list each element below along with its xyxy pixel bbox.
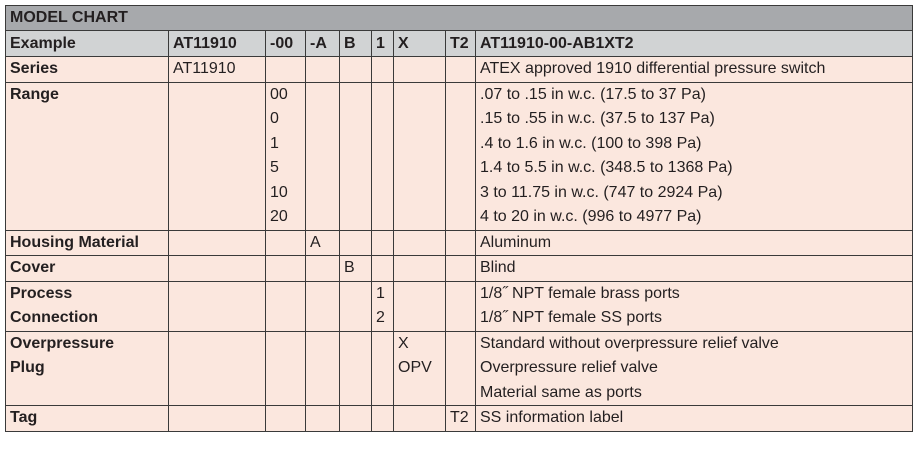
housing-code: A [306,230,340,256]
housing-label: Housing Material [6,230,169,256]
empty-cell [340,57,372,83]
plug-description: Material same as ports [480,383,642,401]
empty-cell [306,256,340,282]
housing-code-header: -A [306,31,340,57]
series-code: AT11910 [169,57,266,83]
series-description: ATEX approved 1910 differential pressure switch [476,57,913,83]
tag-row [6,406,913,432]
plug-label-line: Plug [10,359,45,376]
connection-code: 2 [376,309,385,326]
empty-cell [306,406,340,432]
range-code: 0 [270,110,279,127]
range-row [6,82,913,230]
empty-cell [394,230,446,256]
empty-cell [266,57,306,83]
empty-cell [446,230,476,256]
tag-code: T2 [446,406,476,432]
model-chart [5,5,912,432]
empty-cell [394,57,446,83]
plug-descriptions [476,331,913,406]
range-code: 00 [270,85,288,103]
series-row [6,57,913,83]
range-label: Range [6,82,169,230]
plug-description: Overpressure relief valve [480,359,658,376]
chart-title: MODEL CHART [6,6,913,31]
connection-label-line: Process [10,284,73,302]
empty-cell [394,256,446,282]
connection-label-line: Connection [10,309,98,326]
plug-description: Standard without overpressure relief valve [480,334,779,352]
cover-description: Blind [476,256,913,282]
empty-cell [306,331,340,406]
tag-label: Tag [6,406,169,432]
range-description: 1.4 to 5.5 in w.c. (348.5 to 1368 Pa) [480,159,733,176]
range-descriptions [476,82,913,230]
range-description: .4 to 1.6 in w.c. (100 to 398 Pa) [480,134,702,152]
empty-cell [372,82,394,230]
plug-code: X [398,334,409,352]
empty-cell [306,57,340,83]
series-label: Series [6,57,169,83]
empty-cell [372,331,394,406]
range-codes [266,82,306,230]
empty-cell [169,256,266,282]
empty-cell [266,281,306,331]
empty-cell [340,281,372,331]
tag-description: SS information label [476,406,913,432]
empty-cell [169,281,266,331]
empty-cell [169,230,266,256]
connection-label [6,281,169,331]
cover-row [6,256,913,282]
empty-cell [394,82,446,230]
connection-description: 1/8˝ NPT female SS ports [480,309,662,326]
full-model-header: AT11910-00-AB1XT2 [476,31,913,57]
plug-label [6,331,169,406]
range-code: 20 [270,208,288,225]
title-row [6,6,913,31]
range-code: 1 [270,134,279,152]
cover-code: B [340,256,372,282]
example-label: Example [6,31,169,57]
range-description: 3 to 11.75 in w.c. (747 to 2924 Pa) [480,183,723,201]
cover-label: Cover [6,256,169,282]
tag-code-header: T2 [446,31,476,57]
plug-label-line: Overpressure [10,334,115,352]
empty-cell [394,406,446,432]
plug-row [6,331,913,406]
connection-row [6,281,913,331]
housing-row [6,230,913,256]
empty-cell [306,281,340,331]
empty-cell [446,281,476,331]
range-description: 4 to 20 in w.c. (996 to 4977 Pa) [480,208,702,225]
connection-code-header: 1 [372,31,394,57]
empty-cell [446,256,476,282]
empty-cell [266,331,306,406]
connection-codes [372,281,394,331]
range-description: .15 to .55 in w.c. (37.5 to 137 Pa) [480,110,715,127]
empty-cell [169,82,266,230]
cover-code-header: B [340,31,372,57]
empty-cell [306,82,340,230]
empty-cell [446,331,476,406]
range-code: 5 [270,159,279,176]
empty-cell [372,57,394,83]
empty-cell [169,331,266,406]
range-code-header: -00 [266,31,306,57]
range-code: 10 [270,183,288,201]
empty-cell [169,406,266,432]
plug-code: OPV [398,359,432,376]
empty-cell [446,82,476,230]
connection-description: 1/8˝ NPT female brass ports [480,284,680,302]
plug-codes [394,331,446,406]
empty-cell [372,406,394,432]
empty-cell [340,331,372,406]
connection-descriptions [476,281,913,331]
range-description: .07 to .15 in w.c. (17.5 to 37 Pa) [480,85,706,103]
empty-cell [340,230,372,256]
housing-description: Aluminum [476,230,913,256]
empty-cell [372,230,394,256]
model-chart-table [5,5,913,432]
empty-cell [266,406,306,432]
empty-cell [340,82,372,230]
empty-cell [266,256,306,282]
series-code-header: AT11910 [169,31,266,57]
example-header-row [6,31,913,57]
plug-code-header: X [394,31,446,57]
empty-cell [266,230,306,256]
empty-cell [394,281,446,331]
empty-cell [340,406,372,432]
empty-cell [372,256,394,282]
connection-code: 1 [376,284,385,302]
empty-cell [446,57,476,83]
